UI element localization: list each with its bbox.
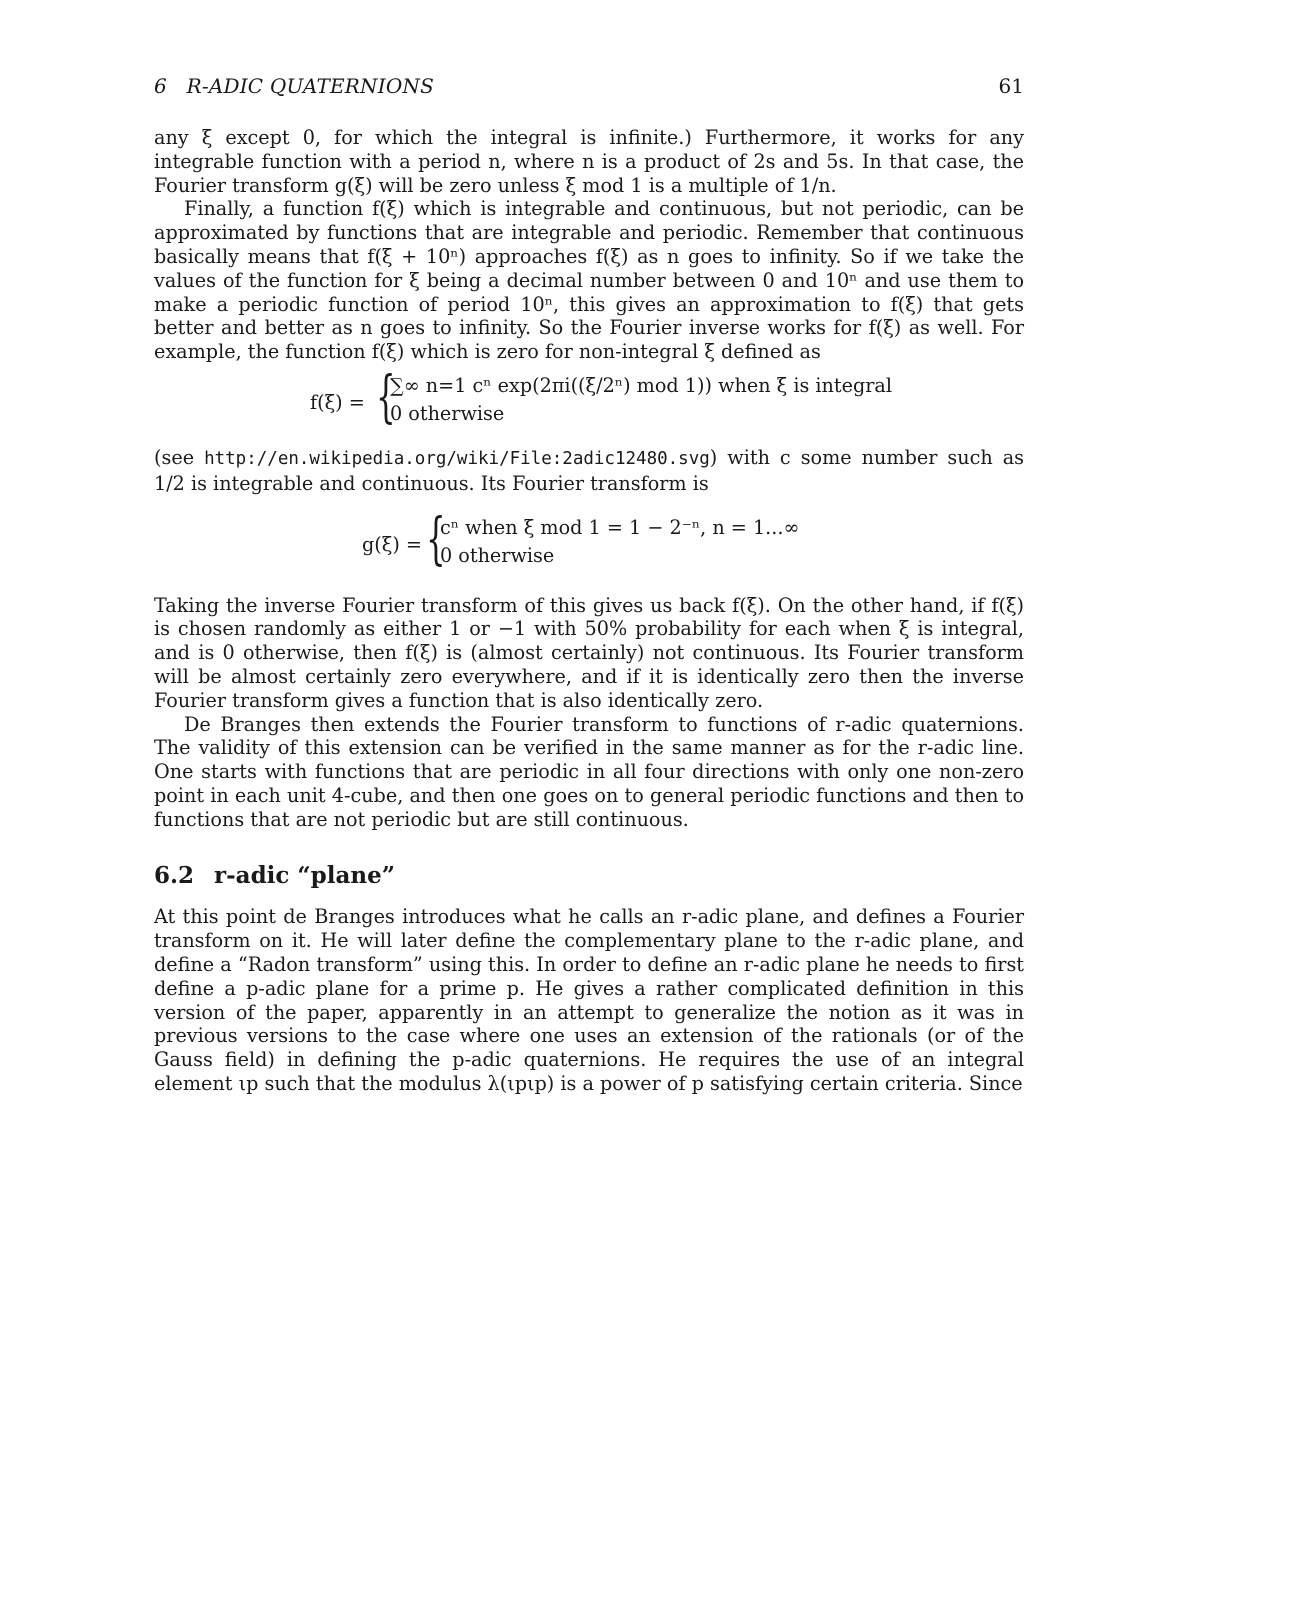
paragraph-3-start: (see: [154, 445, 205, 469]
page-number: 61: [998, 74, 1024, 98]
section-number: 6.2: [154, 861, 195, 889]
equation-f: [154, 364, 1024, 434]
paragraph-3-end: ) with c some number such as 1/2 is integrable and continuous. Its Fourier transform is: [154, 445, 1024, 495]
paragraph-3: [154, 446, 1024, 496]
body-text: [154, 126, 1024, 1096]
left-brace: {: [426, 506, 446, 572]
running-head: [154, 74, 1024, 104]
section-heading: [154, 861, 1024, 889]
left-brace: {: [376, 364, 396, 430]
equation-g-lhs: g(ξ) =: [362, 532, 422, 556]
equation-f-lhs: f(ξ) =: [310, 390, 365, 414]
page: [154, 74, 1024, 1096]
equation-g: [154, 506, 1024, 576]
equation-g-case-2: 0 otherwise: [440, 543, 555, 567]
equation-g-case-1: cⁿ when ξ mod 1 = 1 − 2⁻ⁿ, n = 1...∞: [440, 515, 800, 539]
chapter-heading: 6 R-ADIC QUATERNIONS: [154, 74, 435, 98]
paragraph-5: De Branges then extends the Fourier transform to functions of r-adic quaternions. The validity of this extension can be verified in the same manner as for the r-adic line. One starts with functions that are periodic in all four directions with only one non-zero point in each unit 4-cube, and then one goes on to general periodic functions and then to functions that are not periodic but are still continuous.: [154, 712, 1024, 831]
wikipedia-url[interactable]: http://en.wikipedia.org/wiki/File:2adic12480.svg: [204, 448, 710, 469]
paragraph-4: Taking the inverse Fourier transform of this gives us back f(ξ). On the other hand, if f(ξ) is chosen randomly as either 1 or −1 with 50% probability for each when ξ is integral, and is 0 otherwise, then f(ξ) is (almost certainly) not continuous. Its Fourier transform will be almost certainly zero everywhere, and if it is identically zero then the inverse Fourier transform gives a function that is also identically zero.: [154, 593, 1024, 712]
equation-f-case-2: 0 otherwise: [390, 401, 505, 425]
paragraph-1: any ξ except 0, for which the integral is infinite.) Furthermore, it works for any integrable function with a period n, where n is a product of 2s and 5s. In that case, the Fourier transform g(ξ) will be zero unless ξ mod 1 is a multiple of 1/n.: [154, 126, 1024, 197]
paragraph-2: Finally, a function f(ξ) which is integrable and continuous, but not periodic, can be approximated by functions that are integrable and periodic. Remember that continuous basically means that f(ξ + 10ⁿ) approaches f(ξ) as n goes to infinity. So if we take the values of the function for ξ being a decimal number between 0 and 10ⁿ and use them to make a periodic function of period 10ⁿ, this gives an approximation to f(ξ) that gets better and better as n goes to infinity. So the Fourier inverse works for f(ξ) as well. For example, the function f(ξ) which is zero for non-integral ξ defined as: [154, 197, 1024, 364]
equation-f-case-1: ∑∞ n=1 cⁿ exp(2πi((ξ/2ⁿ) mod 1)) when ξ is integral: [390, 373, 893, 397]
paragraph-6: At this point de Branges introduces what he calls an r-adic plane, and defines a Fourier transform on it. He will later define the complementary plane to the r-adic plane, and define a “Radon transform” using this. In order to define an r-adic plane he needs to first define a p-adic plane for a prime p. He gives a rather complicated definition in this version of the paper, apparently in an attempt to generalize the notion as it was in previous versions to the case where one uses an extension of the rationals (or of the Gauss field) in defining the p-adic quaternions. He requires the use of an integral element ιp such that the modulus λ(ιpιp) is a power of p satisfying certain criteria. Since: [154, 905, 1024, 1095]
section-title: r-adic “plane”: [214, 861, 395, 889]
